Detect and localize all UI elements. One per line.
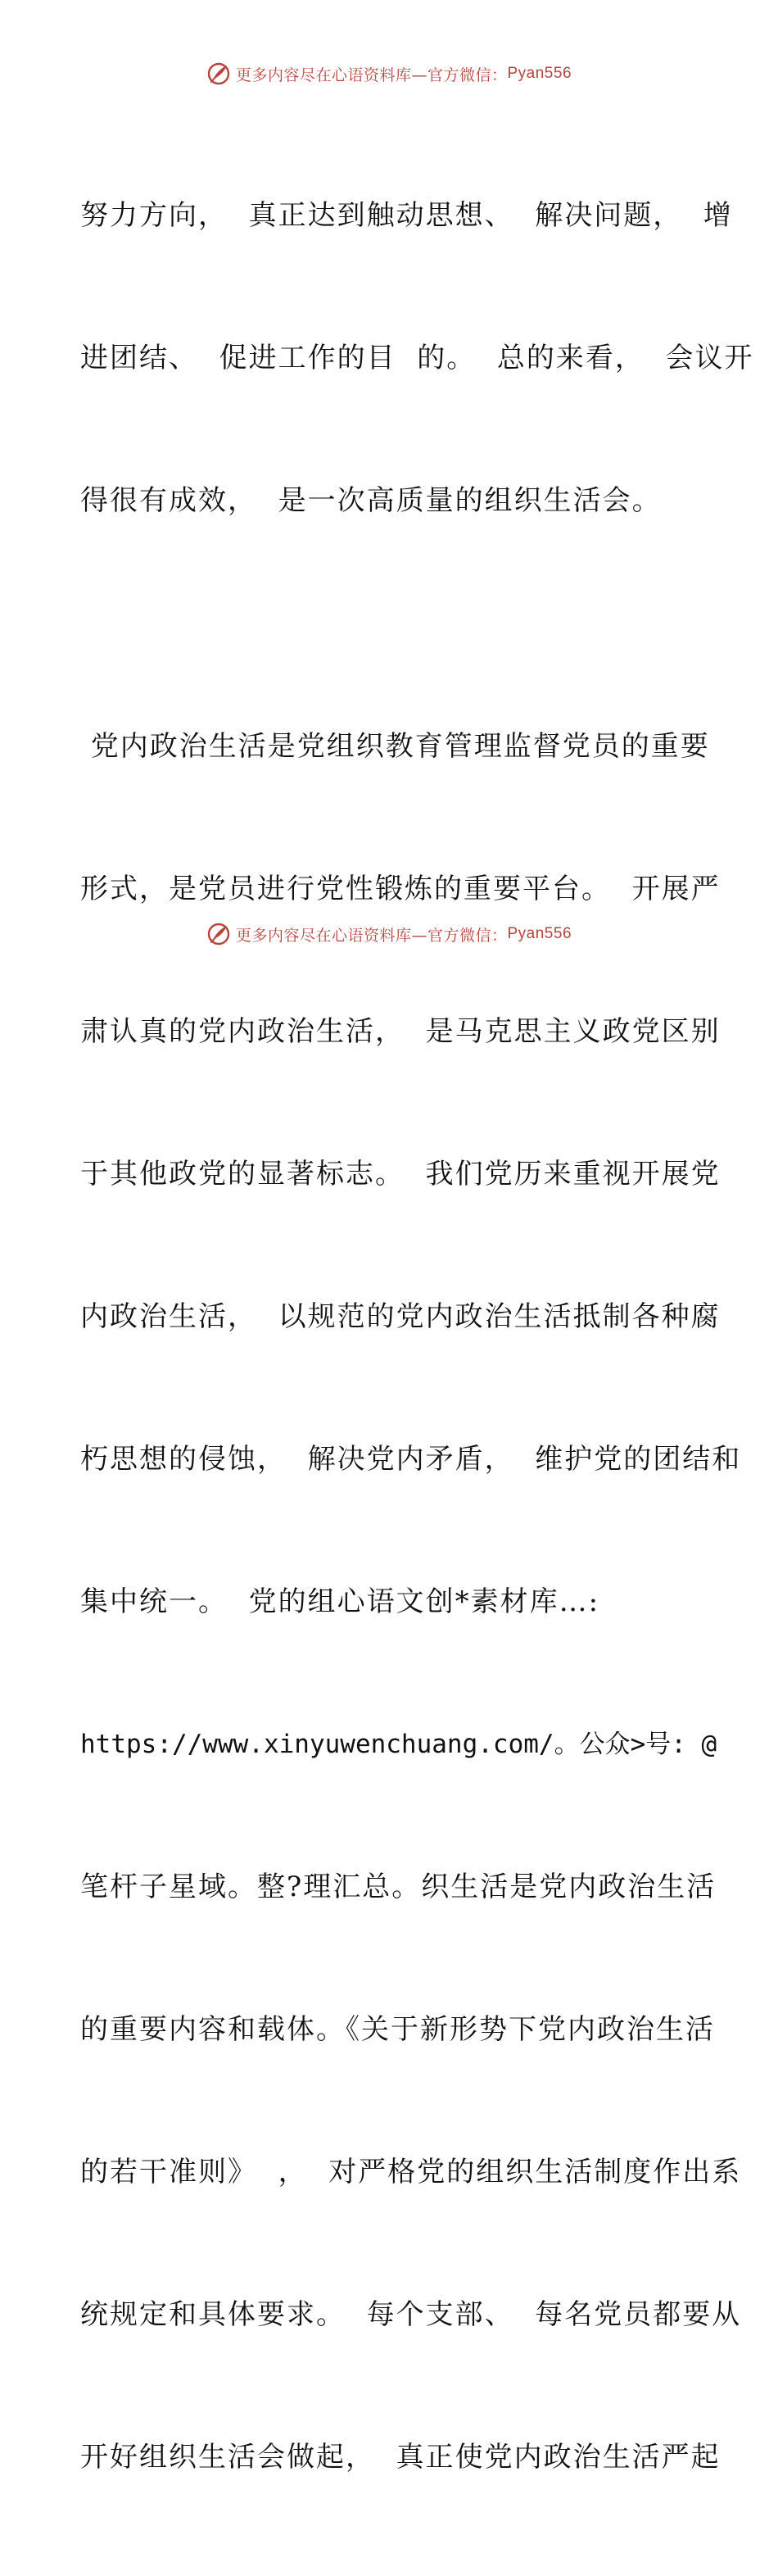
text-line: 于其他政党的显著标志。 我们党历来重视开展党 <box>80 1158 721 1190</box>
feather-quill-logo-icon <box>206 922 231 946</box>
text-line: 的若干准则》 ， 对严格党的组织生活制度作出系 <box>80 2156 742 2188</box>
text-line: 开好组织生活会做起， 真正使党内政治生活严起 <box>80 2441 721 2474</box>
text-line: 笔杆子星域。整?理汇总。织生活是党内政治生活 <box>80 1871 717 1903</box>
paragraph-spacer <box>80 619 703 628</box>
text-line: 朽思想的侵蚀， 解决党内矛盾， 维护党的团结和 <box>80 1443 742 1476</box>
document-body <box>80 97 754 2576</box>
text-line: 形式，是党员进行党性锻炼的重要平台。 开展严 <box>80 873 721 905</box>
footer-banner-text: 更多内容尽在心语资料库—官方微信： <box>235 926 508 945</box>
text-line: 进团结、 促进工作的目 的。 总的来看， 会议开 <box>80 342 754 374</box>
text-line: 得很有成效， 是一次高质量的组织生活会。 <box>80 484 662 517</box>
footer-wechat-id: Pyan556 <box>507 925 572 942</box>
text-line: 集中统一。 党的组心语文创*素材库…: <box>80 1585 600 1618</box>
text-line: 肃认真的党内政治生活， 是马克思主义政党区别 <box>80 1015 721 1048</box>
paragraph-1 <box>80 97 754 619</box>
text-line: 努力方向， 真正达到触动思想、 解决问题， 增 <box>80 199 733 232</box>
footer-banner <box>0 918 778 950</box>
url-text-line: https://www.xinyuwenchuang.com/。公众>号: @ <box>80 1730 717 1759</box>
feather-quill-logo-icon <box>206 61 231 86</box>
text-line: 内政治生活， 以规范的党内政治生活抵制各种腐 <box>80 1300 721 1333</box>
text-line: 统规定和具体要求。 每个支部、 每名党员都要从 <box>80 2298 742 2331</box>
text-line: 的重要内容和载体。《关于新形势下党内政治生活 <box>80 2013 715 2046</box>
header-wechat-id: Pyan556 <box>507 65 572 82</box>
text-line: 党内政治生活是党组织教育管理监督党员的重要 <box>80 730 710 763</box>
header-banner-text: 更多内容尽在心语资料库—官方微信： <box>235 66 508 84</box>
header-banner <box>0 57 778 90</box>
